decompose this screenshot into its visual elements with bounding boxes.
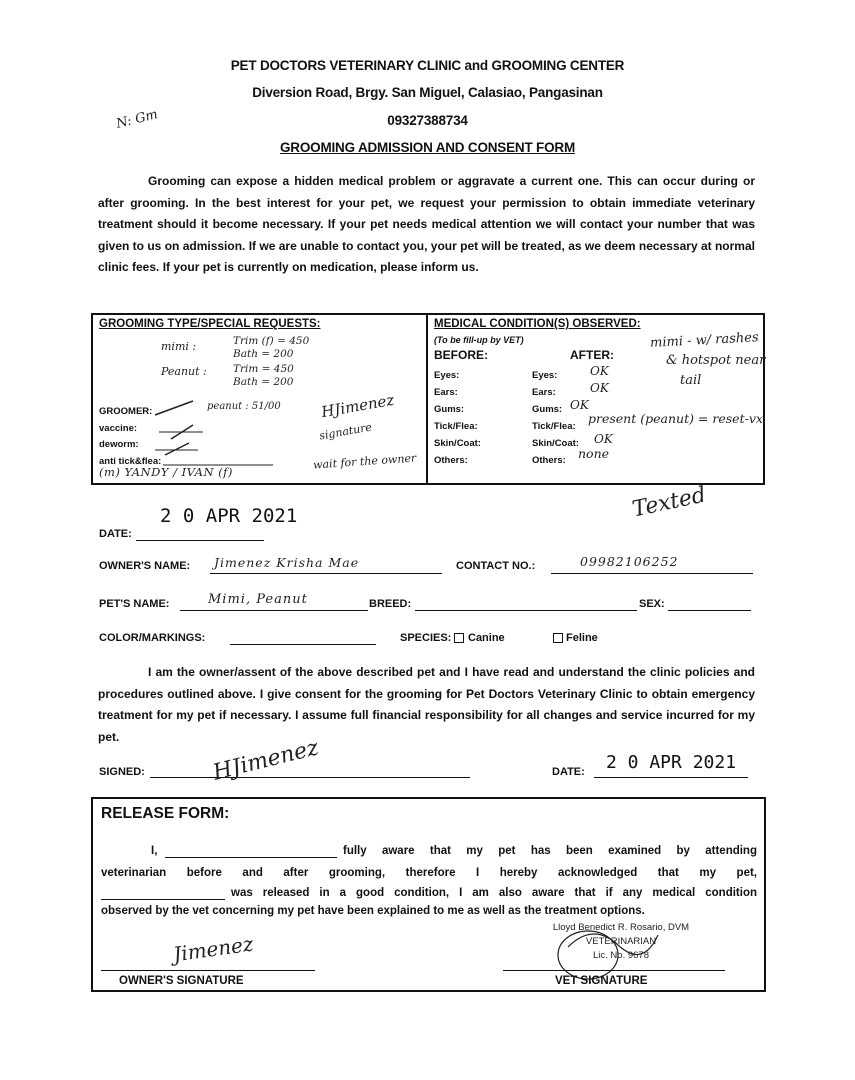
date-line [136,540,264,541]
note-mimi-trim: Trim (f) = 450 [233,335,310,347]
pet-name-line [180,610,368,611]
color-line [230,644,376,645]
release-line3: was released in a good condition, I am also aware that if any medical condition [231,887,757,899]
owner-signature-label: OWNER'S SIGNATURE [119,975,244,987]
row-before: Gums: [434,404,465,415]
row-before: Others: [434,455,468,466]
margin-note: N: Gm [114,107,160,132]
anti-tick-label: anti tick&flea: [99,456,162,467]
row-before: Skin/Coat: [434,438,481,449]
release-line4: observed by the vet concerning my pet have been explained to me as well as the treatment options. [101,905,645,917]
breed-label: BREED: [369,598,412,610]
vet-stamp-title: VETERINARIAN [585,936,657,947]
release-owner-signature: Jimenez [171,931,255,967]
medical-box-title: MEDICAL CONDITION(S) OBSERVED: [434,318,641,330]
owner-name-value: Jimenez Krisha Mae [214,555,360,570]
sex-line [668,610,751,611]
groomer-signature: HJimenez [319,390,396,422]
date-stamp: 2 0 APR 2021 [160,505,298,527]
release-form-box [91,797,766,992]
owner-name-label: OWNER'S NAME: [99,560,191,572]
canine-checkbox[interactable] [454,633,464,643]
row-before: Ears: [434,387,458,398]
texted-note: Texted [630,482,709,523]
medical-box-subtitle: (To be fill-up by VET) [434,335,524,345]
release-name-line [165,857,337,858]
signed-date-label: DATE: [552,766,585,778]
groomer-label: GROOMER: [99,406,153,417]
note-peanut-trim: Trim = 450 [233,363,294,375]
deworm-label: deworm: [99,439,139,450]
clinic-name: PET DOCTORS VETERINARY CLINIC and GROOMING CENTER [230,58,625,73]
grooming-box-title: GROOMING TYPE/SPECIAL REQUESTS: [99,318,321,330]
row-after: Tick/Flea: [532,421,576,432]
pet-name-value: Mimi, Peanut [208,592,308,607]
row-after: Skin/Coat: [532,438,579,449]
owner-signature-line [101,970,315,971]
vet-signature-label: VET SIGNATURE [555,975,648,987]
row-value: OK [570,398,589,412]
vet-stamp-name: Lloyd Benedict R. Rosario, DVM [552,922,690,933]
grooming-box [91,313,428,485]
owner-signature: HJimenez [210,735,322,786]
sex-label: SEX: [639,598,665,610]
note-wait: wait for the owner [312,451,417,472]
vet-stamp-license: Lic. No. 9678 [593,950,649,961]
row-before: Tick/Flea: [434,421,478,432]
vaccine-label: vaccine: [99,423,138,434]
feline-checkbox[interactable] [553,633,563,643]
owner-name-line [210,573,442,574]
medical-note-3: tail [680,373,702,388]
row-after: Eyes: [532,370,558,381]
breed-line [415,610,637,611]
pet-name-label: PET'S NAME: [99,598,170,610]
release-title: RELEASE FORM: [101,805,230,822]
canine-label: Canine [468,632,505,644]
medical-box [426,313,765,485]
note-peanut-bath: Bath = 200 [233,376,294,388]
row-before: Eyes: [434,370,460,381]
note-groomers: (m) YANDY / IVAN (f) [99,465,233,479]
row-value: OK [594,432,613,446]
species-label: SPECIES: [400,632,452,644]
signed-label: SIGNED: [99,766,145,778]
medical-note-1: mimi - w/ rashes [649,330,759,351]
row-after: Others: [532,455,566,466]
release-line1-start: I, [151,845,158,857]
contact-label: CONTACT NO.: [456,560,536,572]
release-line1-end: fully aware that my pet has been examined by attending [343,845,757,857]
vet-signature-line [503,970,725,971]
note-signature-label: signature [318,420,373,443]
row-after: Gums: [532,404,563,415]
clinic-phone: 09327388734 [387,113,468,128]
row-after: Ears: [532,387,556,398]
release-pet-line [101,899,225,900]
note-peanut-paid: peanut : 51/00 [207,401,281,412]
row-value: OK [590,381,609,395]
date-label: DATE: [99,528,132,540]
contact-line [551,573,753,574]
feline-label: Feline [566,632,598,644]
row-value: present (peanut) = reset-vx [588,411,763,426]
signed-date-line [594,777,748,778]
signed-date-stamp: 2 0 APR 2021 [606,752,737,773]
note-mimi-bath: Bath = 200 [233,348,294,360]
before-label: BEFORE: [434,348,488,362]
signed-line [150,777,470,778]
release-line2: veterinarian before and after grooming, therefore I hereby acknowledged that my pet, [101,867,757,879]
intro-paragraph: Grooming can expose a hidden medical problem or aggravate a current one. This can occur during or after grooming. In the best interest for your pet, we request your permission to obtain immediate veterinary treatment should it become necessary. If your pet needs medical attention we will contact your number that was given to us on admission. If we are unable to contact you, your pet will be treated, as we deem necessary at normal clinic fees. If your pet is currently on medication, please inform us. [98,174,755,274]
row-value: none [578,446,610,461]
note-peanut: Peanut : [161,365,207,378]
consent-paragraph: I am the owner/assent of the above described pet and I have read and understand the clinic policies and procedures outlined above. I give consent for the grooming for Pet Doctors Veterinary Clinic to obtain emergency treatment for my pet if necessary. I assume full financial responsibility for all changes and service incurred for my pet. [98,665,755,744]
row-value: OK [590,364,609,378]
color-label: COLOR/MARKINGS: [99,632,206,644]
clinic-address: Diversion Road, Brgy. San Miguel, Calasiao, Pangasinan [252,85,603,100]
after-label: AFTER: [570,348,614,362]
contact-value: 09982106252 [580,554,679,569]
medical-note-2: & hotspot near [666,353,766,368]
form-title: GROOMING ADMISSION AND CONSENT FORM [280,140,575,155]
note-mimi: mimi : [161,340,197,353]
